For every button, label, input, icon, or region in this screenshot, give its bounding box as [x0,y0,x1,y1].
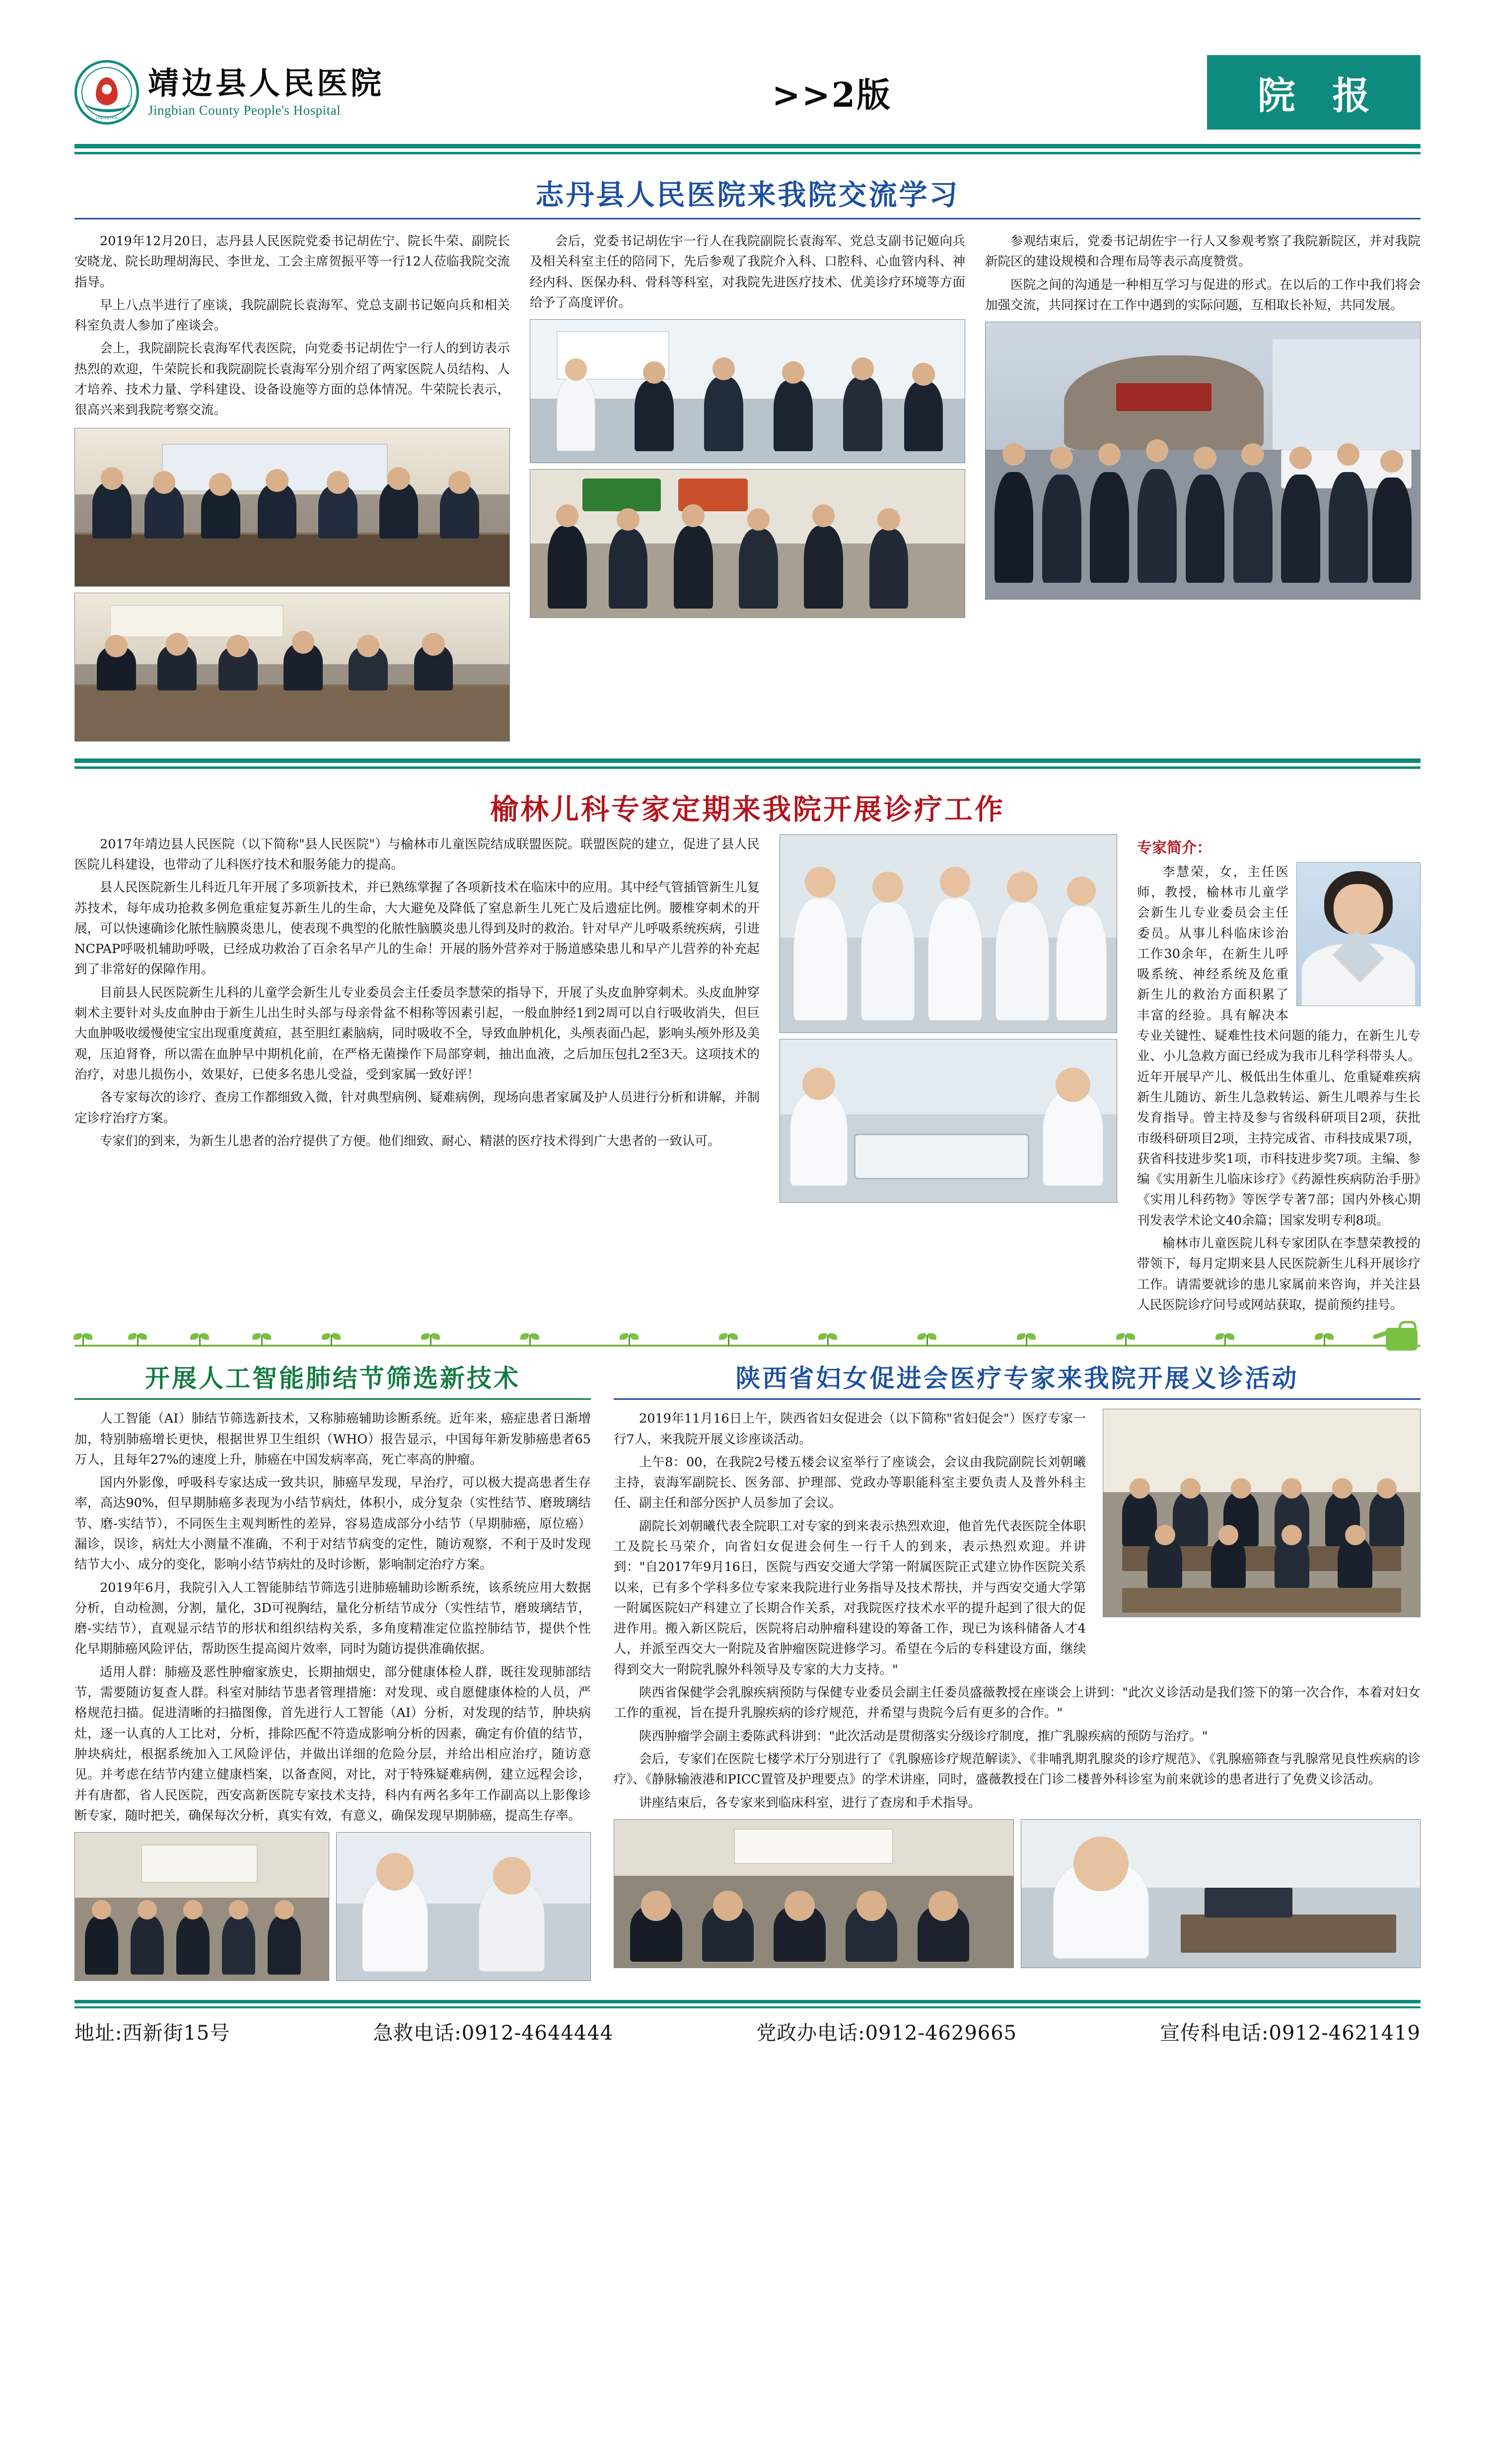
article1-column-1 [74,231,510,742]
paragraph: 早上八点半进行了座谈，我院副院长袁海军、党总支副书记姬向兵和相关科室负责人参加了座谈会。 [74,297,510,334]
paragraph: 2019年12月20日，志丹县人民医院党委书记胡佐宁、院长牛荣、副院长安晓龙、院长助理胡海民、李世龙、工会主席贺振平等一行12人莅临我院交流指导。 [74,234,510,290]
hospital-cross-logo-icon: JINGBIAN [74,60,139,125]
paragraph: 会上，我院副院长袁海军代表医院，向党委书记胡佐宁一行人的到访表示热烈的欢迎，牛荣院长和我院副院长袁海军分别介绍了两家医院人员结构、人才培养、技术力量、学科建设、设备设施等方面的总体情况。牛荣院长表示，很高兴来到我院考察交流。 [74,341,510,418]
article1-bottom-divider [74,758,1421,763]
paragraph: 2019年6月，我院引入人工智能肺结节筛选引进肺癌辅助诊断系统，该系统应用大数据分析，自动检测，分割，量化，3D可视胸结，量化分析结节成分（实性结节，磨玻璃结节，磨-实结节），直观显示结节的形状和组织结构关系，多角度精准定位监控肺结节，提供个性化早期肺癌风险评估，帮助医生提高阅片效率，同时为随访提供准确依据。 [74,1580,591,1657]
page-number-marker: >>2版 [772,75,892,115]
hospital-logo-block [74,60,457,125]
watering-can-icon [1386,1328,1418,1351]
paragraph: 专家们的到来，为新生儿患者的治疗提供了方便。他们细致、耐心、精湛的医疗技术得到广大患者的一致认可。 [100,1133,720,1149]
photo-hospital-department-visit [530,319,965,463]
article4-headline-rule [614,1398,1421,1400]
article3-photo-row [74,1832,591,1981]
footer-contact-bar [74,2017,1421,2046]
article2-headline: 榆林儿科专家定期来我院开展诊疗工作 [490,792,1005,826]
paragraph: 参观结束后，党委书记胡佐宇一行人又参观考察了我院新院区，并对我院新院区的建设规模和合理布局等表示高度赞赏。 [985,234,1421,270]
paragraph: 榆林市儿童医院儿科专家团队在李慧荣教授的带领下，每月定期来县人民医院新生儿科开展诊疗工作。请需要就诊的患儿家属前来咨询，并关注县人民医院诊疗问号或网站获取，提前预约挂号。 [1137,1236,1421,1312]
paragraph: 副院长刘朝曦代表全院职工对专家的到来表示热烈欢迎，他首先代表医院全体职工及院长马荣介，向省妇女促进会何生一行千人的到来，表示热烈欢迎。并讲到："自2017年9月16日，医院与西安交通大学第一附属医院正式建立协作医院关系以来，已有多个学科多位专家来我院进行业务指导及技术帮扶，并与西安交通大学第一附属医院妇产科建立了长期合作关系，对我院医疗技术水平的提升起到了很大的促进作用。搬入新区院后，医院将启动肿瘤科建设的筹备工作，现已为该科储备人才4人，并派至西交大一附院及省肿瘤医院进修学习。希望在今后的专科建设方面，继续得到交大一附院乳腺外科领导及专家的大力支持。" [614,1518,1086,1677]
article1-column-2 [530,231,965,742]
article2-text-column [74,834,760,1318]
bottom-sections [74,1357,1421,1987]
paragraph: 人工智能（AI）肺结节筛选新技术，又称肺癌辅助诊断系统。近年来，癌症患者日渐增加，特别肺癌增长更快，根据世界卫生组织（WHO）报告显示，中国每年新发肺癌患者65万人，且每年27%的速度上升，肺癌在中国发病率高，死亡率高的肿瘤。 [74,1411,591,1467]
photo-corridor-tour [530,469,965,618]
article2-photo-column [780,834,1117,1318]
article3-headline: 开展人工智能肺结节筛选新技术 [145,1364,520,1393]
masthead-divider-thin [74,152,1421,154]
paragraph: 陕西肿瘤学会副主委陈武科讲到："此次活动是贯彻落实分级诊疗制度，推广乳腺疾病的预防与治疗。" [639,1728,1208,1744]
photo-infant-incubator-care [780,1039,1117,1203]
masthead-divider-thick [74,144,1421,148]
decorative-grass-band [74,1326,1421,1354]
article1-headline: 志丹县人民医院来我院交流学习 [535,178,960,211]
footer-publicity-phone: 宣传科电话:0912-4621419 [1160,2022,1421,2045]
expert-profile-title: 专家简介： [1137,839,1211,857]
photo-conference-table-group [74,593,510,742]
paragraph: 2017年靖边县人民医院（以下简称"县人民医院"）与榆林市儿童医院结成联盟医院。联盟医院的建立，促进了县人民医院儿科建设，也带动了儿科医疗技术和服务能力的提高。 [74,836,760,872]
hospital-name-en: Jingbian County People's Hospital [148,103,341,118]
article3-section [74,1357,591,1987]
paragraph: 陕西省保健学会乳腺疾病预防与保健专业委员会副主任委员盛薇教授在座谈会上讲到："此次义诊活动是我们签下的第一次合作，本着对妇女工作的重视，旨在提升乳腺疾病的诊疗规范，并希望与贵院今后有更多的合作。" [614,1685,1421,1721]
paragraph: 县人民医院新生儿科近几年开展了多项新技术，并已熟练掌握了各项新技术在临床中的应用。其中经气管插管新生儿复苏技术，每年成功抢救多例危重症复苏新生儿的生命，大大避免及降低了窒息新生儿死亡及后遗症比例。腰椎穿刺术的开展，可以快速确诊化脓性脑膜炎患儿，使表现不典型的化脓性脑膜炎患儿得到及时的救治。针对早产儿呼吸系统疾病，引进NCPAP呼吸机辅助呼吸，已经成功救治了百余名早产儿的生命！开展的肠外营养对于肠道感染患儿和早产儿营养的补充起到了非常好的保障作用。 [74,880,760,977]
article4-photo-top [1103,1409,1421,1683]
article4-section [614,1357,1421,1987]
expert-portrait-photo [1296,862,1421,1006]
paragraph: 国内外影像，呼吸科专家达成一致共识，肺癌早发现，早治疗，可以极大提高患者生存率，高达90%，但早期肺癌多表现为小结节病灶，体积小，成分复杂（实性结节、磨玻璃结节、磨-实结节），不同医生主观判断性的差异，容易造成部分小结节（早期肺癌，原位癌）漏诊，误诊，病灶大小测量不准确，不利于对结节病变的定性，随访观察，不利于及时发现结节大小、成分的变化，影响小结节病灶的及时诊断，影响制定治疗方案。 [74,1475,591,1573]
footer-address: 地址:西新街15号 [74,2022,230,2045]
photo-audience-lecture [614,1819,1014,1968]
photo-doctor-consultation-desk [1021,1819,1421,1968]
footer-emergency-phone: 急救电话:0912-4644444 [373,2022,614,2045]
paragraph: 会后，党委书记胡佐宇一行人在我院副院长袁海军、党总支副书记姬向兵及相关科室主任的陪同下，先后参观了我院介入科、口腔科、心血管内科、神经内科、医保办科、骨科等科室，对我院先进医疗技术、优美诊疗环境等方面给予了高度评价。 [530,234,965,310]
article2-columns [74,834,1421,1318]
article4-text-left [614,1409,1086,1683]
footer-divider-thick [74,2000,1421,2003]
hospital-name-cn: 靖边县人民医院 [148,65,385,102]
footer-divider-thin [74,2006,1421,2008]
paragraph: 医院之间的沟通是一种相互学习与促进的形式。在以后的工作中我们将会加强交流，共同探讨在工作中遇到的实际问题，互相取长补短，共同发展。 [985,277,1421,313]
article1-column-3 [985,231,1421,742]
paragraph: 2019年11月16日上午，陕西省妇女促进会（以下简称"省妇促会"）医疗专家一行7人，来我院开展义诊座谈活动。 [614,1411,1086,1447]
article2-expert-column [1137,834,1421,1318]
article4-photo-row [614,1819,1421,1968]
footer-admin-phone: 党政办电话:0912-4629665 [756,2022,1017,2045]
photo-conference-room-seminar [1103,1409,1421,1617]
photo-group-outdoors-new-campus [985,322,1421,600]
article1-headline-rule [74,218,1421,219]
photo-doctor-examining-patient [336,1832,591,1981]
article4-top-row [614,1409,1421,1683]
photo-neonatal-ward-doctors [780,834,1117,1033]
paragraph: 适用人群：肺癌及恶性肿瘤家族史，长期抽烟史，部分健康体检人群，既往发现肺部结节，需要随访复查人群。科室对肺结节患者管理措施：对发现、或自愿健康体检的人员，严格规范扫描。促进清晰的扫描图像，首先进行人工智能（AI）分析，对发现的结节，肿块病灶，逐一认真的人工比对，分析，排除匹配不符造成影响分析的因素，确定有价值的结节，肿块病灶，根据系统加入工风险评估，并做出详细的危险分层，并给出相应治疗，随访意见。并考虑在结节内建立健康档案，以备查阅，对比，对于特殊疑难病例，建立远程会诊，并有唐都，省人民医院，西安高新医院专家技术支持，科内有两名多年工作副高以上影像诊断专家，随时把关，确保每次分析，真实有效，有意义，确保发现早期肺癌，提高生存率。 [74,1664,591,1823]
paragraph: 讲座结束后，各专家来到临床科室，进行了查房和手术指导。 [639,1795,981,1810]
paragraph: 会后，专家们在医院七楼学术厅分别进行了《乳腺癌诊疗规范解读》、《非哺乳期乳腺炎的诊疗规范》、《乳腺癌筛查与乳腺常见良性疾病的诊疗》、《静脉输液港和PICC置管及护理要点》的学术讲座，同时，盛薇教授在门诊二楼普外科诊室为前来就诊的患者进行了免费义诊活动。 [614,1751,1421,1787]
article1-bottom-divider-thin [74,766,1421,769]
article4-headline: 陕西省妇女促进会医疗专家来我院开展义诊活动 [735,1364,1299,1393]
paragraph: 上午8：00，在我院2号楼五楼会议室举行了座谈会，会议由我院副院长刘朝曦主持，袁海军副院长、医务部、护理部、党政办等职能科室主要负责人及普外科主任、副主任和部分医护人员参加了会议。 [614,1454,1086,1511]
article3-headline-rule [74,1398,591,1400]
photo-lecture-hall-presentation [74,1832,329,1981]
photo-meeting-room-discussion [74,428,510,587]
paragraph: 李慧荣，女，主任医师，教授，榆林市儿童学会新生儿专业委员会主任委员。从事儿科临床诊治工作30余年，在新生儿呼吸系统、神经系统及危重新生儿的救治方面积累了丰富的经验。具有解决本专业关键性、疑难性技术问题的能力，在新生儿专业、小儿急救方面已经成为我市儿科学科带头人。近年开展早产儿、极低出生体重儿、危重疑难疾病新生儿随访、新生儿急救转运、新生儿喂养与生长发育指导。曾主持及参与省级科研项目2项，获批市级科研项目2项，主持完成省、市科技成果7项，获省科技进步奖1项，市科技进步奖7项。主编、参编《实用新生儿临床诊疗》《药源性疾病防治手册》《实用儿科药物》等医学专著7部；国内外核心期刊发表学术论文40余篇；国家发明专利8项。 [1137,864,1421,1228]
masthead [74,48,1421,137]
hospital-name-block [148,67,384,117]
paragraph: 目前县人民医院新生儿科的儿童学会新生儿专业委员会主任委员李慧荣的指导下，开展了头皮血肿穿刺术。头皮血肿穿刺术主要针对头皮血肿由于新生儿出生时头部与母亲骨盆不相称等因素引起，一般血肿经1到2周可以自行吸收消失，但巨大血肿吸收缓慢使宝宝出现重度黄疸，甚至胆红素脑病，同时吸收不全，导致血肿机化，头颅表面凸起，影响头颅外形及美观，压迫肾脊，所以需在血肿早中期机化前，在严格无菌操作下局部穿刺，抽出血液，之后加压包扎2至3天。这项技术的治疗，对患儿损伤小，效果好，已使多名患儿受益，受到家属一致好评！ [74,985,760,1082]
paper-title-badge: 院 报 [1207,55,1421,130]
article1-columns [74,231,1421,742]
paragraph: 各专家每次的诊疗、查房工作都细致入微，针对典型病例、疑难病例，现场向患者家属及护人员进行分析和讲解，并制定诊疗治疗方案。 [74,1090,760,1126]
